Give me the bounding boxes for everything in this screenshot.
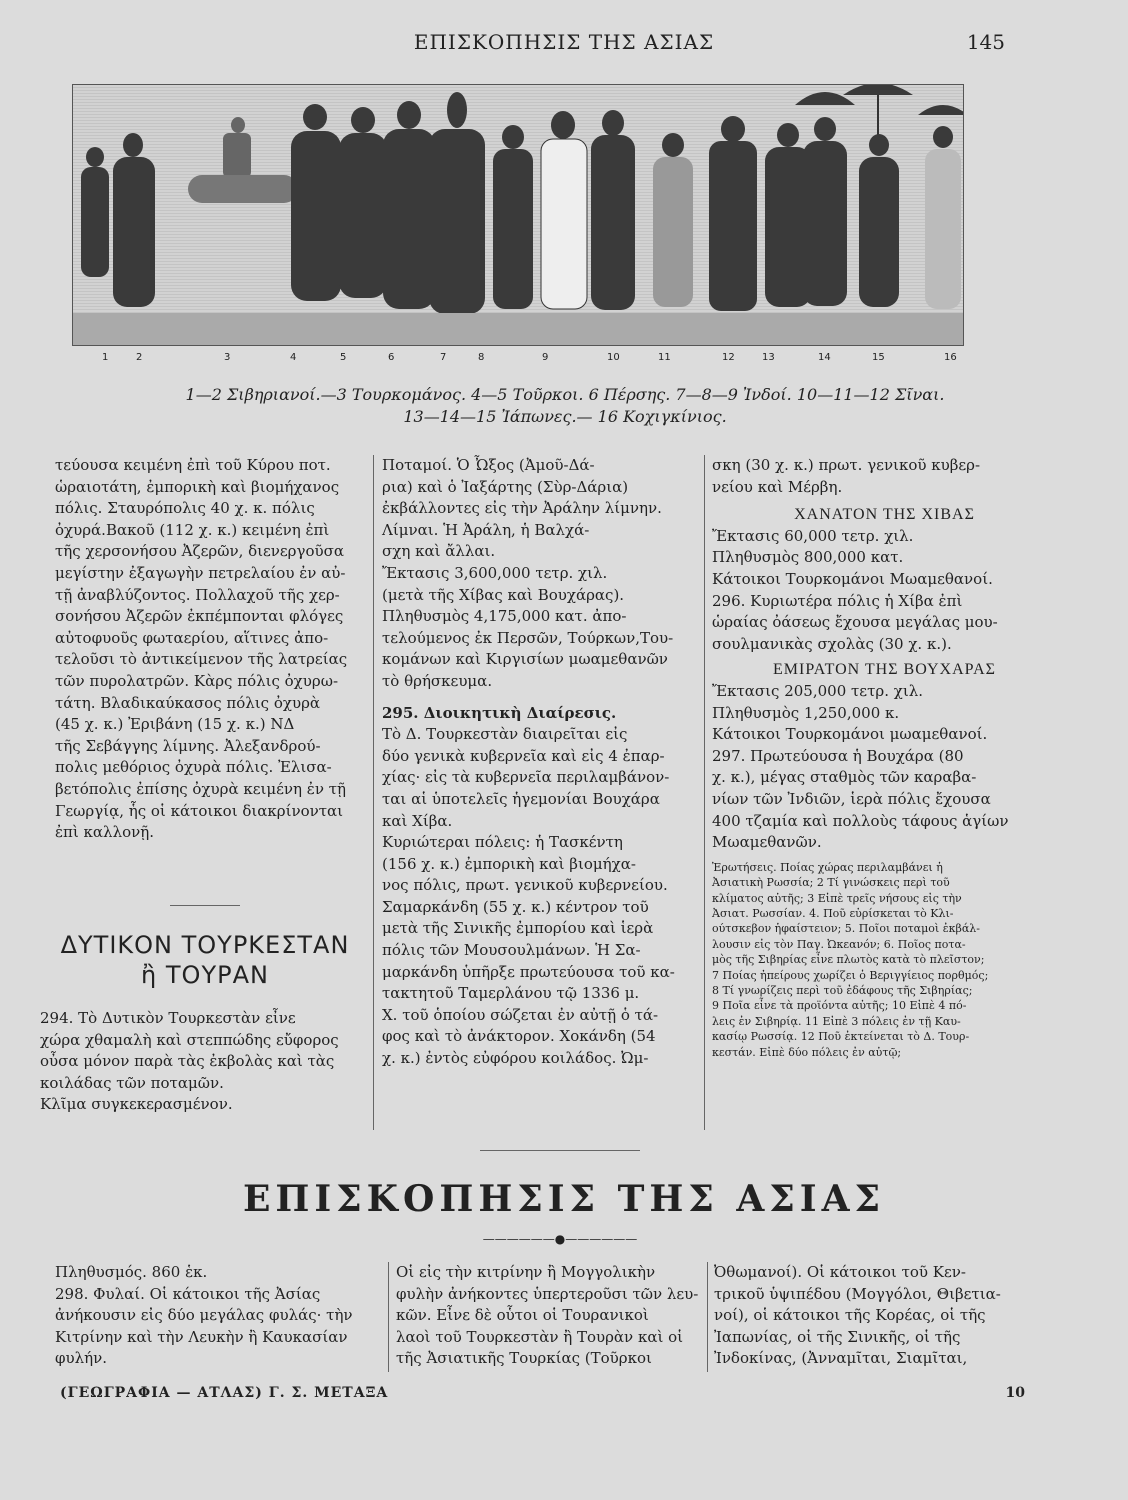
khanate-title: ΧΑΝΑΤΟΝ ΤΗΣ ΧΙΒΑΣ [794,506,975,524]
text-line: Σαμαρκάνδη (55 χ. κ.) κέντρον τοῦ [382,897,649,916]
text-line: ρια) καὶ ὁ Ἰαξάρτης (Σὺρ-Δάρια) [382,477,629,496]
section-divider [170,905,240,906]
fig-number: 3 [224,352,231,363]
fig-number: 9 [542,352,549,363]
text-line: σχη καὶ ἄλλαι. [382,542,496,561]
text-line: νείου καὶ Μέρβη. [712,477,843,496]
text-line: τεύουσα κειμένη ἐπὶ τοῦ Κύρου ποτ. [55,456,331,474]
text-line: τῶν πυρολατρῶν. Κὰρς πόλις ὀχυρω- [55,671,339,690]
ethnographic-engraving [72,84,964,346]
text-line: (156 χ. κ.) ἐμπορικὴ καὶ βιομήχα- [382,854,636,873]
fig-number: 5 [340,352,347,363]
text-line: Ἔκτασις 205,000 τετρ. χιλ. [712,681,923,700]
page-header [0,30,1128,60]
section-subtitle: ἢ ΤΟΥΡΑΝ [141,961,269,989]
fig-number: 7 [440,352,447,363]
text-line: κῶν. Εἶνε δὲ οὗτοι οἱ Τουρανικοὶ [396,1306,649,1325]
question-line: Ἀσιατικὴ Ρωσσία; 2 Τί γινώσκεις περὶ τοῦ [712,876,950,890]
text-line: σουλμανικὰς σχολὰς (30 χ. κ.). [712,634,952,653]
column-rule [373,455,374,1130]
ornament: ——————●—————— [482,1232,638,1246]
page-number: 145 [966,30,1005,54]
emirate-title: ΕΜΙΡΑΤΟΝ ΤΗΣ ΒΟΥΧΑΡΑΣ [773,661,996,679]
figure-caption-line-1: 1—2 Σιβηριανοί.—3 Τουρκομάνος. 4—5 Τοῦρκοι. 6 Πέρσης. 7—8—9 Ἰνδοί. 10—11—12 Σῖναι. [185,385,945,404]
text-line: χ. κ.) ἐντὸς εὐφόρου κοιλάδος. Ὠμ- [382,1049,649,1068]
text-line: κοιλάδας τῶν ποταμῶν. [40,1073,224,1092]
text-line: Πληθυσμὸς 800,000 κατ. [712,548,904,567]
questions-block [712,860,1057,1060]
question-line: λεις ἐν Σιβηρίᾳ. 11 Εἰπὲ 3 πόλεις ἐν τῇ Καυ- [712,1014,961,1028]
text-line: Λίμναι. Ἡ Ἀράλη, ἡ Βαλχά- [382,520,590,539]
divider-rule [480,1150,640,1151]
figure-group [81,85,963,314]
text-line: 294. Τὸ Δυτικὸν Τουρκεστὰν εἶνε [40,1009,296,1027]
text-line: πολις μεθόριος ὀχυρὰ πόλις. Ἐλισα- [55,758,332,777]
text-line: πόλις τῶν Μουσουλμάνων. Ἡ Σα- [382,941,641,960]
column-2 [382,455,702,1070]
text-line: κομάνων καὶ Κιργισίων μωαμεθανῶν [382,650,668,669]
column-rule [704,455,705,1130]
text-line: Μωαμεθανῶν. [712,833,822,852]
text-line: νίων τῶν Ἰνδιῶν, ἱερὰ πόλις ἔχουσα [712,789,991,808]
question-line: 9 Ποῖα εἶνε τὰ προϊόντα αὐτῆς; 10 Εἰπὲ 4 πό- [712,999,967,1013]
text-line: σκη (30 χ. κ.) πρωτ. γενικοῦ κυβερ- [712,456,981,474]
text-line: Ἰαπωνίας, οἱ τῆς Σινικῆς, οἱ τῆς [714,1327,961,1346]
text-line: μαρκάνδη ὑπῆρξε πρωτεύουσα τοῦ κα- [382,962,675,981]
text-line: Κάτοικοι Τουρκομάνοι μωαμεθανοί. [712,725,988,744]
text-line: χ. κ.), μέγας σταθμὸς τῶν καραβα- [712,768,977,787]
text-line: Οἱ εἰς τὴν κιτρίνην ἢ Μογγολικὴν [396,1263,656,1281]
fig-number: 6 [388,352,395,363]
fig-number: 13 [762,352,775,363]
column-rule [707,1262,708,1372]
text-line: (45 χ. κ.) Ἐριβάνη (15 χ. κ.) ΝΔ [55,715,295,734]
fig-number: 1 [102,352,109,363]
text-line: πόλις. Σταυρόπολις 40 χ. κ. πόλις [55,499,315,518]
text-line: Ὀθωμανοί). Οἱ κάτοικοι τοῦ Κεν- [714,1263,966,1281]
text-line: τάτη. Βλαδικαύκασος πόλις ὀχυρὰ [55,693,321,712]
text-line: τῆς Σεβάγγης λίμνης. Ἀλεξανδρού- [55,736,321,755]
page-footer [60,1385,1070,1409]
chapter-title: ΕΠΙΣΚΟΠΗΣΙΣ ΤΗΣ ΑΣΙΑΣ [242,1178,886,1220]
text-line: Χ. τοῦ ὁποίου σώζεται ἐν αὐτῇ ὁ τά- [382,1005,659,1024]
figure-numbers [72,352,962,368]
question-line: 7 Ποίας ἠπείρους χωρίζει ὁ Βεριγγίειος πορθμός; [712,968,989,982]
text-line: ἐπὶ καλλονῇ. [55,823,154,842]
text-line: τρικοῦ ὑψιπέδου (Μογγόλοι, Θιβετια- [714,1284,1001,1303]
column-1-section [40,930,370,1116]
text-line: Πληθυσμὸς 4,175,000 κατ. ἀπο- [382,607,627,626]
text-line: δύο γενικὰ κυβερνεῖα καὶ εἰς 4 ἐπαρ- [382,746,665,765]
question-line: 8 Τί γνωρίζεις περὶ τοῦ ἐδάφους τῆς Σιβηρίας; [712,983,973,997]
text-line: τὸ θρήσκευμα. [382,671,493,690]
text-line: μετὰ τῆς Σινικῆς ἐμπορίου καὶ ἱερὰ [382,919,654,938]
fig-number: 8 [478,352,485,363]
text-line: οὖσα μόνον παρὰ τὰς ἐκβολὰς καὶ τὰς [40,1052,335,1071]
text-line: ται αἱ ὑποτελεῖς ἡγεμονίαι Βουχάρα [382,789,660,808]
text-line: Κιτρίνην καὶ τὴν Λευκὴν ἢ Καυκασίαν [55,1327,348,1346]
text-line: Ἔκτασις 60,000 τετρ. χιλ. [712,526,914,545]
fig-number: 4 [290,352,297,363]
text-line: τελοῦσι τὸ ἀντικείμενον τῆς λατρείας [55,650,348,669]
text-line: Τὸ Δ. Τουρκεστὰν διαιρεῖται εἰς [382,725,628,744]
text-line: λαοὶ τοῦ Τουρκεστὰν ἢ Τουρὰν καὶ οἱ [396,1327,684,1346]
question-line: κεστάν. Εἰπὲ δύο πόλεις ἐν αὐτῷ; [712,1045,902,1059]
text-line: ὡραιοτάτη, ἐμπορικὴ καὶ βιομήχανος [55,477,340,496]
text-line: τελούμενος ἐκ Περσῶν, Τούρκων,Του- [382,628,674,647]
text-line: ὡραίας ὀάσεως ἔχουσα μεγάλας μου- [712,613,998,632]
section-title: 295. Διοικητικὴ Διαίρεσις. [382,703,617,722]
fig-number: 15 [872,352,885,363]
text-line: 296. Κυριωτέρα πόλις ἡ Χίβα ἐπὶ [712,591,963,610]
text-line: ἀνήκουσιν εἰς δύο μεγάλας φυλάς· τὴν [55,1306,353,1325]
question-line: ούτσκεβον ἡφαίστειον; 5. Ποῖοι ποταμοὶ ἐκβάλ- [712,922,980,936]
text-line: Κάτοικοι Τουρκομάνοι Μωαμεθανοί. [712,569,993,588]
text-line: βετόπολις ἐπίσης ὀχυρὰ κειμένη ἐν τῇ [55,779,346,798]
text-line: φυλήν. [55,1349,108,1368]
text-line: Γεωργίᾳ, ἧς οἱ κάτοικοι διακρίνονται [55,801,344,820]
question-line: κλίματος αὐτῆς; 3 Εἰπὲ τρεῖς νήσους εἰς τὴν [712,891,962,905]
bottom-column-3 [714,1262,1059,1370]
column-1 [55,455,365,844]
text-line: τῆς Ἀσιατικῆς Τουρκίας (Τοῦρκοι [396,1349,652,1368]
text-line: Ἔκτασις 3,600,000 τετρ. χιλ. [382,563,608,582]
question-line: λουσιν εἰς τὸν Παγ. Ὠκεανόν; 6. Ποῖος ποτα- [712,937,966,951]
fig-number: 12 [722,352,735,363]
text-line: 297. Πρωτεύουσα ἡ Βουχάρα (80 [712,746,964,765]
fig-number: 16 [944,352,957,363]
text-line: νος πόλις, πρωτ. γενικοῦ κυβερνείου. [382,876,668,895]
question-line: Ἐρωτήσεις. Ποίας χώρας περιλαμβάνει ἡ [712,860,943,874]
text-line: Κλῖμα συγκεκερασμένον. [40,1095,233,1114]
text-line: 298. Φυλαί. Οἱ κάτοικοι τῆς Ἀσίας [55,1284,321,1303]
text-line: καὶ Χίβα. [382,811,453,830]
publication-credit: (ΓΕΩΓΡΑΦΙΑ — ΑΤΛΑΣ) Γ. Σ. ΜΕΤΑΞΑ [60,1385,389,1401]
text-line: Ποταμοί. Ὁ Ὦξος (Ἀμοῦ-Δά- [382,456,595,474]
fig-number: 10 [607,352,620,363]
text-line: 400 τζαμία καὶ πολλοὺς τάφους ἁγίων [712,811,1009,830]
bottom-column-1 [55,1262,380,1370]
text-line: Ἰνδοκίνας, (Ἀνναμῖται, Σιαμῖται, [714,1349,968,1368]
text-line: (μετὰ τῆς Χίβας καὶ Βουχάρας). [382,585,625,604]
fig-number: 14 [818,352,831,363]
text-line: νοί), οἱ κάτοικοι τῆς Κορέας, οἱ τῆς [714,1306,986,1325]
question-line: κασίῳ Ρωσσίᾳ. 12 Ποῦ ἐκτείνεται τὸ Δ. Τουρ- [712,1030,970,1044]
text-line: τῇ ἀναβλύζοντος. Πολλαχοῦ τῆς χερ- [55,585,340,604]
running-title: ΕΠΙΣΚΟΠΗΣΙΣ ΤΗΣ ΑΣΙΑΣ [413,30,715,54]
text-line: ἐκβάλλοντες εἰς τὴν Ἀράλην λίμνην. [382,499,662,518]
ground [73,313,963,345]
text-line: χίας· εἰς τὰ κυβερνεῖα περιλαμβάνον- [382,768,670,787]
text-line: αὐτοφυοῦς φωταερίου, αἵτινες ἀπο- [55,628,329,647]
question-line: Ἀσιατ. Ρωσσίαν. 4. Ποῦ εὑρίσκεται τὸ Κλι- [712,906,954,920]
text-line: φυλὴν ἀνήκοντες ὑπερτεροῦσι τῶν λευ- [396,1284,699,1303]
question-line: μὸς τῆς Σιβηρίας εἶνε πλωτὸς κατὰ τὸ πλεῖστον; [712,953,985,967]
fig-number: 11 [658,352,671,363]
figures-silhouettes [73,85,963,345]
text-line: Πληθυσμὸς 1,250,000 κ. [712,703,900,722]
text-line: σονήσου Ἀζερῶν ἐκπέμπονται φλόγες [55,607,344,626]
text-line: φος καὶ τὸ ἀνάκτορον. Χοκάνδη (54 [382,1027,656,1046]
text-line: μεγίστην ἐξαγωγὴν πετρελαίου ἐν αὐ- [55,563,346,582]
column-rule [388,1262,389,1372]
text-line: χώρα χθαμαλὴ καὶ στεππώδης εὔφορος [40,1030,339,1049]
text-line: τακτητοῦ Ταμερλάνου τῷ 1336 μ. [382,984,640,1003]
text-line: τῆς χερσονήσου Ἀζερῶν, διενεργοῦσα [55,542,344,561]
column-3 [712,455,1057,1060]
text-line: Κυριώτεραι πόλεις: ἡ Τασκέντη [382,833,623,852]
text-line: ὀχυρά.Βακοῦ (112 χ. κ.) κειμένη ἐπὶ [55,520,330,539]
bottom-column-2 [396,1262,701,1370]
signature-mark: 10 [1005,1385,1025,1401]
text-line: Πληθυσμός. 860 ἑκ. [55,1263,208,1281]
fig-number: 2 [136,352,143,363]
figure-caption-line-2: 13—14—15 Ἰάπωνες.— 16 Κοχιγκίνιος. [403,407,727,426]
section-title: ΔΥΤΙΚΟΝ ΤΟΥΡΚΕΣΤΑΝ [60,931,350,959]
